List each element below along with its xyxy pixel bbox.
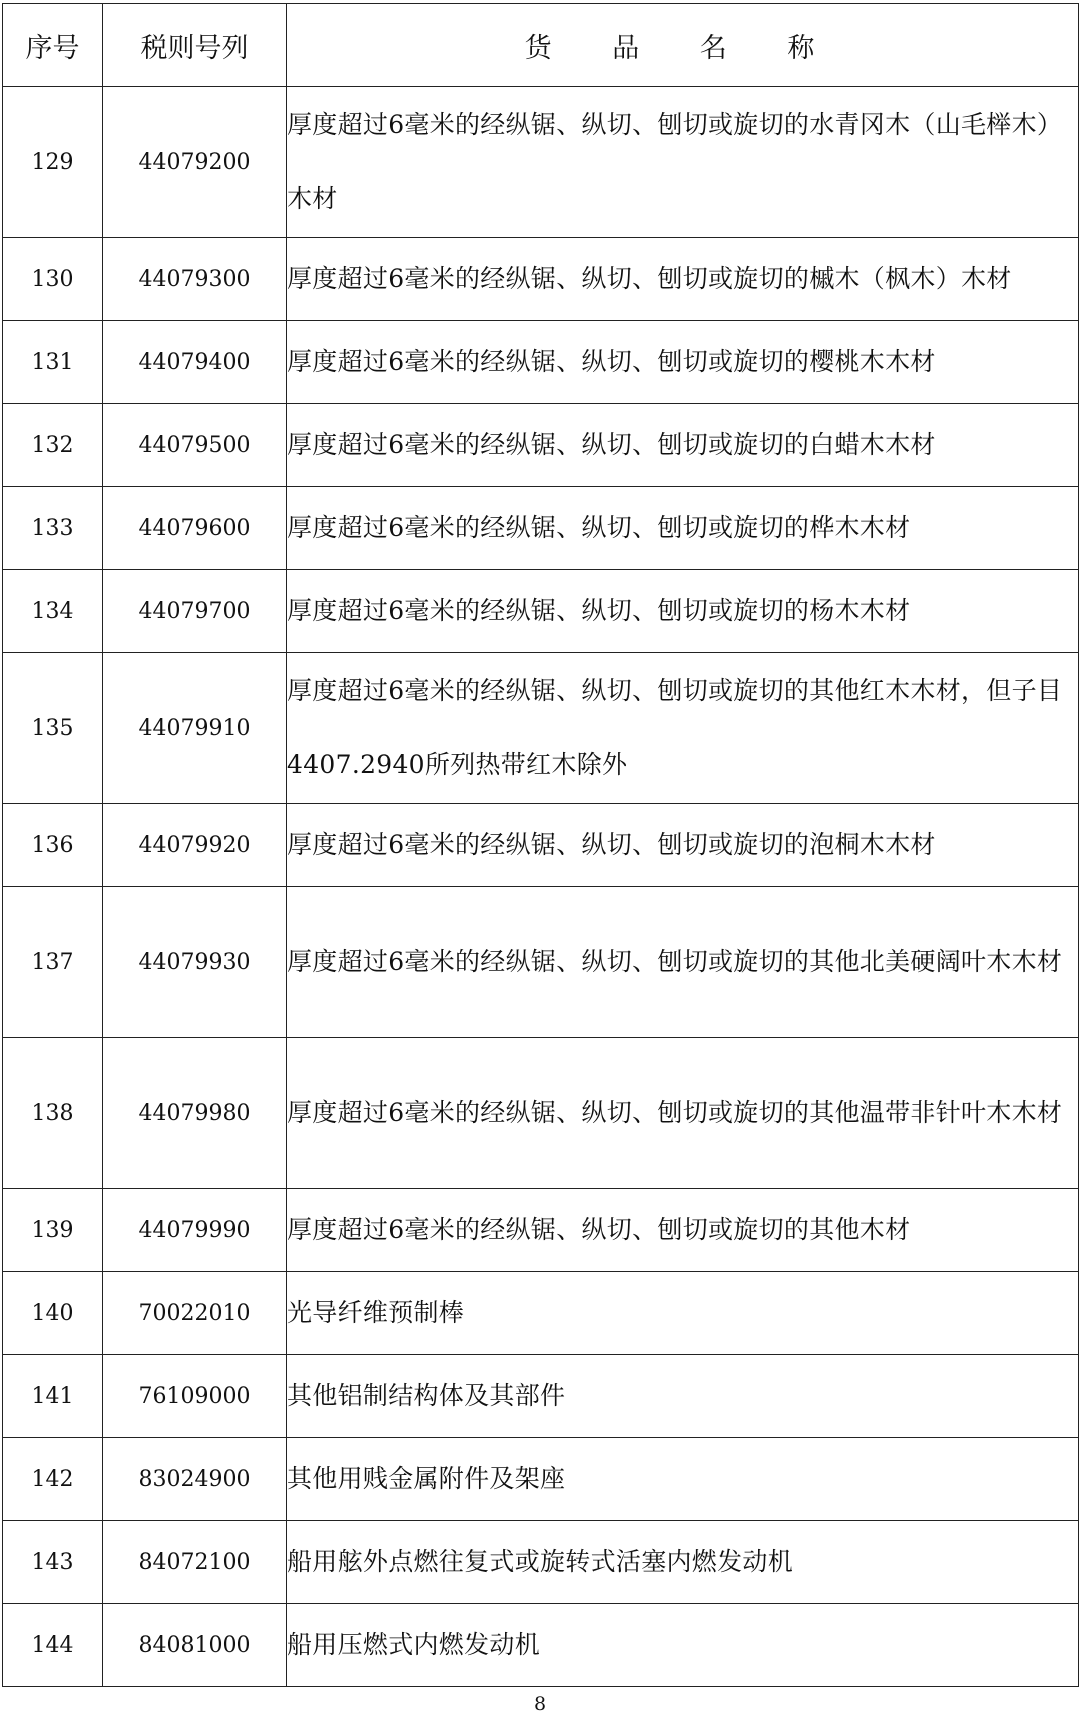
table-row — [3, 653, 1079, 804]
row-goods-name: 船用舷外点燃往复式或旋转式活塞内燃发动机 — [287, 1521, 1079, 1604]
row-index: 141 — [3, 1355, 103, 1438]
row-tariff-code: 44079500 — [103, 404, 287, 487]
row-index: 138 — [3, 1038, 103, 1189]
row-goods-name: 光导纤维预制棒 — [287, 1272, 1079, 1355]
table-row — [3, 1604, 1079, 1687]
table-row — [3, 1038, 1079, 1189]
table-header-row — [3, 4, 1079, 87]
row-goods-name: 厚度超过6毫米的经纵锯、纵切、刨切或旋切的水青冈木（山毛榉木）木材 — [287, 87, 1079, 238]
row-index: 140 — [3, 1272, 103, 1355]
row-index: 144 — [3, 1604, 103, 1687]
row-tariff-code: 44079930 — [103, 887, 287, 1038]
page-number: 8 — [533, 1693, 547, 1715]
row-index: 136 — [3, 804, 103, 887]
row-goods-name: 厚度超过6毫米的经纵锯、纵切、刨切或旋切的桦木木材 — [287, 487, 1079, 570]
table-row — [3, 804, 1079, 887]
table-row — [3, 570, 1079, 653]
row-goods-name: 其他铝制结构体及其部件 — [287, 1355, 1079, 1438]
table-row — [3, 404, 1079, 487]
table-row — [3, 238, 1079, 321]
row-tariff-code: 44079910 — [103, 653, 287, 804]
row-index: 133 — [3, 487, 103, 570]
row-index: 134 — [3, 570, 103, 653]
row-goods-name: 厚度超过6毫米的经纵锯、纵切、刨切或旋切的泡桐木木材 — [287, 804, 1079, 887]
table-row — [3, 1189, 1079, 1272]
row-index: 129 — [3, 87, 103, 238]
table-row — [3, 321, 1079, 404]
row-index: 131 — [3, 321, 103, 404]
table-row — [3, 1355, 1079, 1438]
table-row — [3, 87, 1079, 238]
row-tariff-code: 44079990 — [103, 1189, 287, 1272]
row-goods-name: 厚度超过6毫米的经纵锯、纵切、刨切或旋切的樱桃木木材 — [287, 321, 1079, 404]
row-tariff-code: 70022010 — [103, 1272, 287, 1355]
table-row — [3, 887, 1079, 1038]
row-tariff-code: 44079200 — [103, 87, 287, 238]
table-row — [3, 487, 1079, 570]
row-tariff-code: 76109000 — [103, 1355, 287, 1438]
row-index: 137 — [3, 887, 103, 1038]
row-tariff-code: 44079400 — [103, 321, 287, 404]
row-index: 135 — [3, 653, 103, 804]
row-index: 139 — [3, 1189, 103, 1272]
row-goods-name: 厚度超过6毫米的经纵锯、纵切、刨切或旋切的白蜡木木材 — [287, 404, 1079, 487]
row-goods-name: 厚度超过6毫米的经纵锯、纵切、刨切或旋切的杨木木材 — [287, 570, 1079, 653]
row-goods-name: 厚度超过6毫米的经纵锯、纵切、刨切或旋切的槭木（枫木）木材 — [287, 238, 1079, 321]
header-index: 序号 — [3, 4, 103, 87]
row-tariff-code: 44079920 — [103, 804, 287, 887]
row-goods-name: 厚度超过6毫米的经纵锯、纵切、刨切或旋切的其他木材 — [287, 1189, 1079, 1272]
row-goods-name: 厚度超过6毫米的经纵锯、纵切、刨切或旋切的其他温带非针叶木木材 — [287, 1038, 1079, 1189]
row-goods-name: 厚度超过6毫米的经纵锯、纵切、刨切或旋切的其他北美硬阔叶木木材 — [287, 887, 1079, 1038]
table-row — [3, 1438, 1079, 1521]
table-row — [3, 1521, 1079, 1604]
row-tariff-code: 84072100 — [103, 1521, 287, 1604]
row-goods-name: 厚度超过6毫米的经纵锯、纵切、刨切或旋切的其他红木木材，但子目4407.2940所列热带红木除外 — [287, 653, 1079, 804]
row-goods-name: 船用压燃式内燃发动机 — [287, 1604, 1079, 1687]
table-body — [3, 87, 1079, 1687]
header-code: 税则号列 — [103, 4, 287, 87]
header-name: 货 品 名 称 — [287, 4, 1079, 87]
row-goods-name: 其他用贱金属附件及架座 — [287, 1438, 1079, 1521]
row-tariff-code: 44079600 — [103, 487, 287, 570]
row-tariff-code: 44079300 — [103, 238, 287, 321]
row-index: 143 — [3, 1521, 103, 1604]
row-tariff-code: 44079980 — [103, 1038, 287, 1189]
row-tariff-code: 83024900 — [103, 1438, 287, 1521]
tariff-table — [2, 3, 1079, 1687]
row-index: 132 — [3, 404, 103, 487]
table-row — [3, 1272, 1079, 1355]
row-index: 142 — [3, 1438, 103, 1521]
row-tariff-code: 44079700 — [103, 570, 287, 653]
row-index: 130 — [3, 238, 103, 321]
document-page — [2, 3, 1078, 1687]
row-tariff-code: 84081000 — [103, 1604, 287, 1687]
